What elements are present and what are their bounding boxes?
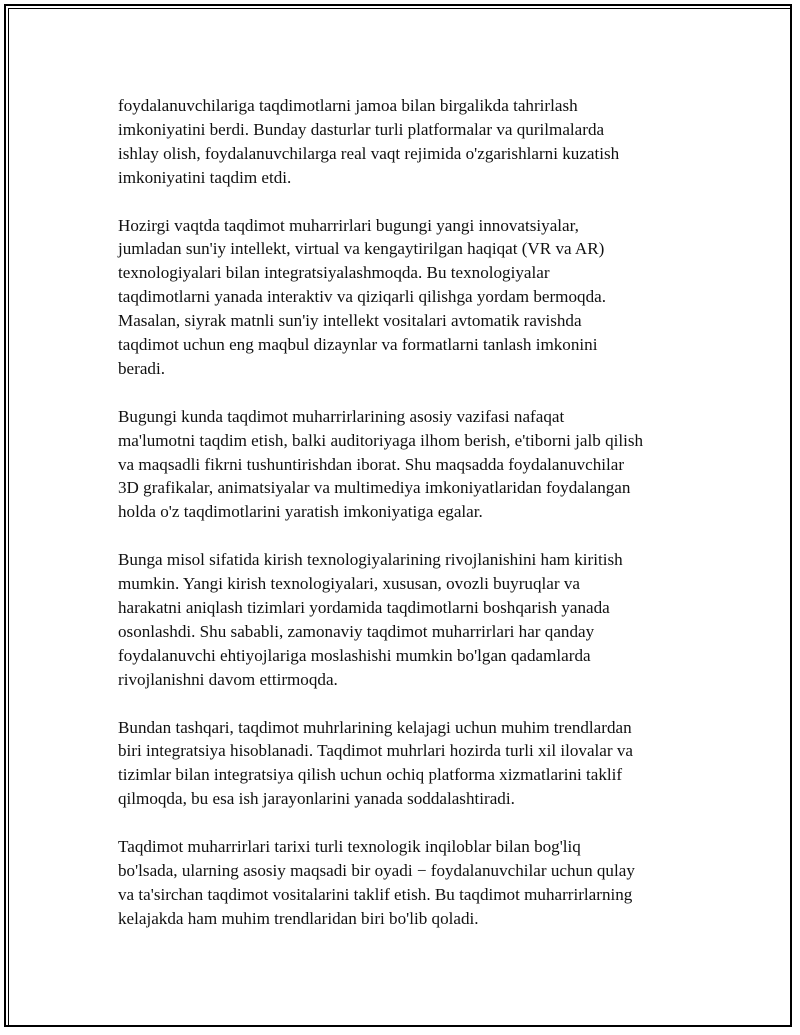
paragraph-2: Hozirgi vaqtda taqdimot muharrirlari bugungi yangi innovatsiyalar, jumladan sun'iy intellekt, virtual va kengaytirilgan haqiqat (VR va AR) texnologiyalari bilan integratsiyalashmoqda. Bu texnologiyalar taqdimotlarni yanada interaktiv va qiziqarli qilishga yordam bermoqda. Masalan, siyrak matnli sun'iy intellekt vositalari avtomatik ravishda taqdimot uchun eng maqbul dizaynlar va formatlarni tanlash imkonini beradi. <box>118 215 606 378</box>
paragraph-1: foydalanuvchilariga taqdimotlarni jamoa bilan birgalikda tahrirlash imkoniyatini berdi. Bunday dasturlar turli platformalar va qurilmalarda ishlay olish, foydalanuvchilarga real vaqt rejimida o'zgarishlarni kuzatish imkoniyatini taqdim etdi. <box>118 96 620 187</box>
paragraph-6: Taqdimot muharrirlari tarixi turli texnologik inqiloblar bilan bog'liq bo'lsada, ularning asosiy maqsadi bir oyadi − foydalanuvchilar uchun qulay va ta'sirchan taqdimot vositalarini taklif etish. Bu taqdimot muharrirlarning kelajakda ham muhim trendlaridan biri bo'lib qoladi. <box>118 837 635 928</box>
paragraph-4: Bunga misol sifatida kirish texnologiyalarining rivojlanishini ham kiritish mumkin. Yangi kirish texnologiyalari, xususan, ovozli buyruqlar va harakatni aniqlash tizimlari yordamida taqdimotlarni boshqarish yanada osonlashdi. Shu sababli, zamonaviy taqdimot muharrirlari har qanday foydalanuvchi ehtiyojlariga moslashishi mumkin bo'lgan qadamlarda rivojlanishni davom ettirmoqda. <box>118 550 623 689</box>
paragraph-5: Bundan tashqari, taqdimot muhrlarining kelajagi uchun muhim trendlardan biri integratsiya hisoblanadi. Taqdimot muhrlari hozirda turli xil ilovalar va tizimlar bilan integratsiya qilish uchun ochiq platforma xizmatlarini taklif qilmoqda, bu esa ish jarayonlarini yanada soddalashtiradi. <box>118 717 633 809</box>
paragraph-3: Bugungi kunda taqdimot muharrirlarining asosiy vazifasi nafaqat ma'lumotni taqdim etish, balki auditoriyaga ilhom berish, e'tiborni jalb qilish va maqsadli fikrni tushuntirishdan iborat. Shu maqsadda foydalanuvchilar 3D grafikalar, animatsiyalar va multimediya imkoniyatlaridan foydalangan holda o'z taqdimotlarini yaratish imkoniyatiga egalar. <box>118 406 644 522</box>
document-body <box>118 94 698 955</box>
